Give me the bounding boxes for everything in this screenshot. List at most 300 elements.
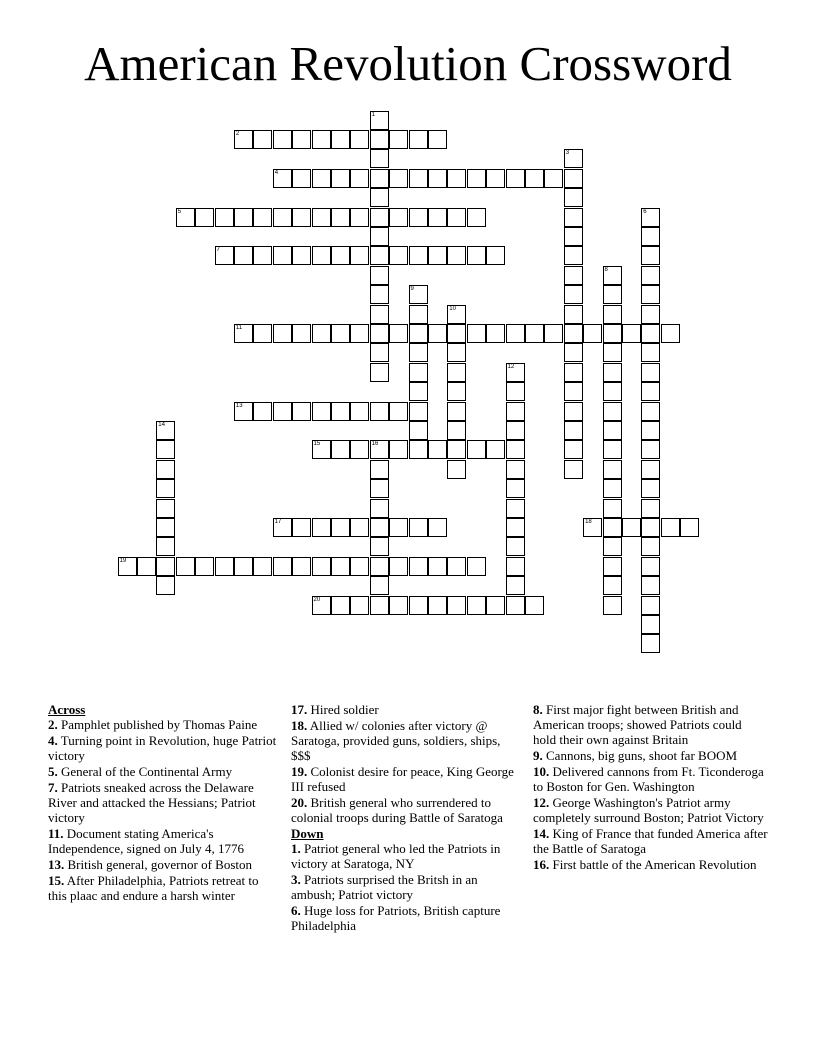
grid-cell[interactable]	[331, 518, 350, 537]
grid-cell[interactable]	[370, 305, 389, 324]
grid-cell[interactable]	[409, 324, 428, 343]
grid-cell[interactable]	[447, 402, 466, 421]
clue-item	[48, 826, 278, 856]
grid-cell[interactable]	[641, 576, 660, 595]
grid-cell[interactable]	[370, 266, 389, 285]
grid-cell[interactable]	[506, 402, 525, 421]
grid-cell[interactable]	[409, 382, 428, 401]
grid-cell[interactable]	[350, 208, 369, 227]
grid-cell[interactable]	[350, 518, 369, 537]
grid-cell[interactable]	[370, 557, 389, 576]
grid-cell[interactable]	[603, 305, 622, 324]
clue-number: 18	[585, 518, 592, 525]
grid-cell[interactable]	[350, 324, 369, 343]
grid-cell[interactable]	[331, 246, 350, 265]
grid-cell[interactable]	[292, 518, 311, 537]
grid-cell[interactable]	[409, 440, 428, 459]
grid-cell[interactable]	[389, 440, 408, 459]
grid-cell[interactable]	[661, 518, 680, 537]
grid-cell[interactable]	[370, 576, 389, 595]
grid-cell[interactable]	[409, 402, 428, 421]
grid-cell[interactable]	[506, 169, 525, 188]
grid-cell[interactable]	[331, 169, 350, 188]
grid-cell[interactable]	[370, 537, 389, 556]
clue-text: George Washington's Patriot army completely surround Boston; Patriot Victory	[533, 795, 764, 825]
clues-column-3	[533, 702, 768, 873]
grid-cell[interactable]	[253, 246, 272, 265]
clue-number: 6	[643, 208, 647, 215]
grid-cell[interactable]	[331, 557, 350, 576]
grid-cell[interactable]	[409, 596, 428, 615]
grid-cell[interactable]	[215, 557, 234, 576]
grid-cell[interactable]	[447, 169, 466, 188]
clue-item	[533, 857, 768, 872]
grid-cell[interactable]	[467, 440, 486, 459]
grid-cell[interactable]	[156, 518, 175, 537]
grid-cell[interactable]	[641, 208, 660, 227]
grid-cell[interactable]	[641, 363, 660, 382]
grid-cell[interactable]	[583, 324, 602, 343]
grid-cell[interactable]	[350, 402, 369, 421]
clue-text: Cannons, big guns, shoot far BOOM	[542, 748, 738, 763]
grid-cell[interactable]	[603, 266, 622, 285]
grid-cell[interactable]	[273, 518, 292, 537]
grid-cell[interactable]	[370, 208, 389, 227]
grid-cell[interactable]	[409, 169, 428, 188]
grid-cell[interactable]	[564, 305, 583, 324]
grid-cell[interactable]	[273, 557, 292, 576]
grid-cell[interactable]	[641, 382, 660, 401]
grid-cell[interactable]	[312, 246, 331, 265]
clue-number: 7	[216, 247, 220, 254]
grid-cell[interactable]	[389, 518, 408, 537]
clue-number: 1	[371, 111, 376, 118]
grid-cell[interactable]	[292, 402, 311, 421]
grid-cell[interactable]	[641, 227, 660, 246]
clue-number: 2	[235, 130, 240, 137]
clue-number-label: 6.	[291, 903, 301, 918]
clue-item	[48, 873, 278, 903]
grid-cell[interactable]	[506, 557, 525, 576]
grid-cell[interactable]	[428, 440, 447, 459]
clue-text: Patriots surprised the Britsh in an ambush; Patriot victory	[291, 872, 478, 902]
clue-number-label: 18.	[291, 718, 308, 733]
grid-cell[interactable]	[409, 305, 428, 324]
clue-number: 9	[410, 286, 414, 293]
grid-cell[interactable]	[603, 324, 622, 343]
grid-cell[interactable]	[544, 169, 563, 188]
grid-cell[interactable]	[215, 246, 234, 265]
clue-number: 17	[274, 518, 282, 525]
grid-cell[interactable]	[428, 208, 447, 227]
grid-cell[interactable]	[603, 557, 622, 576]
grid-cell[interactable]	[525, 324, 544, 343]
clue-text: General of the Continental Army	[57, 764, 233, 779]
grid-cell[interactable]	[506, 518, 525, 537]
grid-cell[interactable]	[156, 460, 175, 479]
clue-text: Hired soldier	[307, 702, 379, 717]
grid-cell[interactable]	[331, 596, 350, 615]
grid-cell[interactable]	[486, 324, 505, 343]
grid-cell[interactable]	[331, 440, 350, 459]
grid-cell[interactable]	[409, 421, 428, 440]
grid-cell[interactable]	[331, 402, 350, 421]
grid-cell[interactable]	[467, 208, 486, 227]
grid-cell[interactable]	[215, 208, 234, 227]
grid-cell[interactable]	[680, 518, 699, 537]
grid-cell[interactable]	[234, 246, 253, 265]
grid-cell[interactable]	[641, 537, 660, 556]
clue-number-label: 20.	[291, 795, 308, 810]
grid-cell[interactable]	[486, 169, 505, 188]
grid-cell[interactable]	[641, 479, 660, 498]
grid-cell[interactable]	[564, 285, 583, 304]
clue-text: Document stating America's Independence, signed on July 4, 1776	[48, 826, 245, 856]
grid-cell[interactable]	[525, 596, 544, 615]
grid-cell[interactable]	[389, 169, 408, 188]
grid-cell[interactable]	[447, 324, 466, 343]
clue-number-label: 14.	[533, 826, 550, 841]
grid-cell[interactable]	[641, 246, 660, 265]
grid-cell[interactable]	[506, 499, 525, 518]
clue-number-label: 19.	[291, 764, 308, 779]
grid-cell[interactable]	[292, 169, 311, 188]
across-heading: Across	[48, 702, 86, 717]
grid-cell[interactable]	[564, 188, 583, 207]
grid-cell[interactable]	[506, 324, 525, 343]
clue-number-label: 12.	[533, 795, 550, 810]
grid-cell[interactable]	[486, 246, 505, 265]
grid-cell[interactable]	[447, 363, 466, 382]
clue-item	[291, 718, 521, 763]
grid-cell[interactable]	[564, 382, 583, 401]
grid-cell[interactable]	[603, 499, 622, 518]
clue-item	[533, 764, 768, 794]
grid-cell[interactable]	[447, 208, 466, 227]
grid-cell[interactable]	[409, 208, 428, 227]
grid-cell[interactable]	[641, 440, 660, 459]
grid-cell[interactable]	[234, 130, 253, 149]
grid-cell[interactable]	[467, 246, 486, 265]
grid-cell[interactable]	[350, 130, 369, 149]
grid-cell[interactable]	[641, 596, 660, 615]
grid-cell[interactable]	[564, 149, 583, 168]
grid-cell[interactable]	[409, 130, 428, 149]
grid-cell[interactable]	[370, 227, 389, 246]
grid-cell[interactable]	[370, 111, 389, 130]
grid-cell[interactable]	[253, 130, 272, 149]
grid-cell[interactable]	[564, 246, 583, 265]
grid-cell[interactable]	[467, 169, 486, 188]
grid-cell[interactable]	[370, 460, 389, 479]
grid-cell[interactable]	[564, 421, 583, 440]
grid-cell[interactable]	[389, 130, 408, 149]
grid-cell[interactable]	[641, 266, 660, 285]
grid-cell[interactable]	[641, 324, 660, 343]
grid-cell[interactable]	[350, 169, 369, 188]
grid-cell[interactable]	[467, 596, 486, 615]
clue-item	[48, 857, 278, 872]
page-title: American Revolution Crossword	[84, 36, 732, 91]
grid-cell[interactable]	[603, 479, 622, 498]
grid-cell[interactable]	[234, 402, 253, 421]
grid-cell[interactable]	[506, 576, 525, 595]
grid-cell[interactable]	[641, 518, 660, 537]
clue-item	[291, 841, 521, 871]
grid-cell[interactable]	[389, 557, 408, 576]
grid-cell[interactable]	[389, 402, 408, 421]
grid-cell[interactable]	[409, 343, 428, 362]
grid-cell[interactable]	[428, 130, 447, 149]
clue-number-label: 5.	[48, 764, 58, 779]
grid-cell[interactable]	[409, 246, 428, 265]
grid-cell[interactable]	[370, 499, 389, 518]
grid-cell[interactable]	[156, 537, 175, 556]
grid-cell[interactable]	[370, 343, 389, 362]
grid-cell[interactable]	[370, 324, 389, 343]
grid-cell[interactable]	[137, 557, 156, 576]
grid-cell[interactable]	[506, 479, 525, 498]
grid-cell[interactable]	[350, 246, 369, 265]
grid-cell[interactable]	[253, 557, 272, 576]
grid-cell[interactable]	[409, 557, 428, 576]
clue-item	[533, 702, 768, 747]
grid-cell[interactable]	[370, 246, 389, 265]
grid-cell[interactable]	[389, 324, 408, 343]
clue-number-label: 7.	[48, 780, 58, 795]
grid-cell[interactable]	[389, 596, 408, 615]
grid-cell[interactable]	[506, 460, 525, 479]
grid-cell[interactable]	[156, 499, 175, 518]
grid-cell[interactable]	[370, 130, 389, 149]
grid-cell[interactable]	[467, 324, 486, 343]
grid-cell[interactable]	[331, 130, 350, 149]
grid-cell[interactable]	[292, 208, 311, 227]
grid-cell[interactable]	[195, 208, 214, 227]
grid-cell[interactable]	[234, 557, 253, 576]
clue-number-label: 2.	[48, 717, 58, 732]
grid-cell[interactable]	[253, 208, 272, 227]
grid-cell[interactable]	[506, 440, 525, 459]
grid-cell[interactable]	[389, 246, 408, 265]
grid-cell[interactable]	[447, 343, 466, 362]
grid-cell[interactable]	[409, 285, 428, 304]
grid-cell[interactable]	[564, 227, 583, 246]
grid-cell[interactable]	[292, 246, 311, 265]
grid-cell[interactable]	[156, 479, 175, 498]
grid-cell[interactable]	[234, 208, 253, 227]
grid-cell[interactable]	[156, 421, 175, 440]
clue-text: Patriots sneaked across the Delaware River and attacked the Hessians; Patriot victory	[48, 780, 256, 825]
clue-text: King of France that funded America after the Battle of Saratoga	[533, 826, 768, 856]
grid-cell[interactable]	[428, 596, 447, 615]
grid-cell[interactable]	[292, 130, 311, 149]
grid-cell[interactable]	[603, 460, 622, 479]
grid-cell[interactable]	[273, 246, 292, 265]
grid-cell[interactable]	[156, 557, 175, 576]
grid-cell[interactable]	[273, 324, 292, 343]
grid-cell[interactable]	[234, 324, 253, 343]
grid-cell[interactable]	[447, 421, 466, 440]
clue-number-label: 9.	[533, 748, 543, 763]
clue-number: 19	[119, 557, 127, 564]
grid-cell[interactable]	[603, 363, 622, 382]
clue-item	[533, 795, 768, 825]
grid-cell[interactable]	[370, 188, 389, 207]
grid-cell[interactable]	[544, 324, 563, 343]
grid-cell[interactable]	[564, 402, 583, 421]
grid-cell[interactable]	[641, 343, 660, 362]
grid-cell[interactable]	[312, 518, 331, 537]
grid-cell[interactable]	[641, 615, 660, 634]
grid-cell[interactable]	[447, 557, 466, 576]
grid-cell[interactable]	[603, 382, 622, 401]
grid-cell[interactable]	[486, 596, 505, 615]
grid-cell[interactable]	[603, 285, 622, 304]
grid-cell[interactable]	[195, 557, 214, 576]
grid-cell[interactable]	[525, 169, 544, 188]
grid-cell[interactable]	[641, 460, 660, 479]
grid-cell[interactable]	[370, 402, 389, 421]
grid-cell[interactable]	[370, 479, 389, 498]
grid-cell[interactable]	[447, 460, 466, 479]
grid-cell[interactable]	[176, 557, 195, 576]
grid-cell[interactable]	[312, 440, 331, 459]
grid-cell[interactable]	[661, 324, 680, 343]
grid-cell[interactable]	[370, 363, 389, 382]
grid-cell[interactable]	[312, 324, 331, 343]
grid-cell[interactable]	[641, 634, 660, 653]
grid-cell[interactable]	[506, 537, 525, 556]
grid-cell[interactable]	[564, 324, 583, 343]
grid-cell[interactable]	[564, 169, 583, 188]
clue-item	[291, 872, 521, 902]
grid-cell[interactable]	[292, 324, 311, 343]
grid-cell[interactable]	[370, 596, 389, 615]
grid-cell[interactable]	[409, 518, 428, 537]
grid-cell[interactable]	[370, 169, 389, 188]
grid-cell[interactable]	[176, 208, 195, 227]
grid-cell[interactable]	[312, 596, 331, 615]
grid-cell[interactable]	[603, 596, 622, 615]
grid-cell[interactable]	[622, 324, 641, 343]
grid-cell[interactable]	[370, 518, 389, 537]
grid-cell[interactable]	[350, 440, 369, 459]
clue-text: British general who surrendered to colonial troops during Battle of Saratoga	[291, 795, 503, 825]
grid-cell[interactable]	[331, 324, 350, 343]
grid-cell[interactable]	[428, 557, 447, 576]
grid-cell[interactable]	[641, 499, 660, 518]
grid-cell[interactable]	[428, 518, 447, 537]
grid-cell[interactable]	[118, 557, 137, 576]
grid-cell[interactable]	[350, 557, 369, 576]
grid-cell[interactable]	[564, 440, 583, 459]
clue-item	[533, 826, 768, 856]
grid-cell[interactable]	[641, 557, 660, 576]
grid-cell[interactable]	[312, 402, 331, 421]
grid-cell[interactable]	[253, 324, 272, 343]
clue-item	[291, 764, 521, 794]
grid-cell[interactable]	[506, 382, 525, 401]
down-heading: Down	[291, 826, 324, 841]
clue-text: Colonist desire for peace, King George III refused	[291, 764, 514, 794]
grid-cell[interactable]	[312, 208, 331, 227]
grid-cell[interactable]	[156, 576, 175, 595]
grid-cell[interactable]	[447, 596, 466, 615]
grid-cell[interactable]	[350, 596, 369, 615]
grid-cell[interactable]	[447, 382, 466, 401]
grid-cell[interactable]	[273, 169, 292, 188]
grid-cell[interactable]	[312, 557, 331, 576]
grid-cell[interactable]	[564, 208, 583, 227]
grid-cell[interactable]	[409, 363, 428, 382]
clue-text: After Philadelphia, Patriots retreat to this plaac and endure a harsh winter	[48, 873, 259, 903]
grid-cell[interactable]	[603, 421, 622, 440]
grid-cell[interactable]	[506, 363, 525, 382]
grid-cell[interactable]	[641, 285, 660, 304]
grid-cell[interactable]	[564, 460, 583, 479]
grid-cell[interactable]	[389, 208, 408, 227]
grid-cell[interactable]	[447, 440, 466, 459]
grid-cell[interactable]	[312, 169, 331, 188]
grid-cell[interactable]	[156, 440, 175, 459]
grid-cell[interactable]	[428, 169, 447, 188]
grid-cell[interactable]	[641, 421, 660, 440]
grid-cell[interactable]	[273, 402, 292, 421]
grid-cell[interactable]	[486, 440, 505, 459]
clue-number-label: 8.	[533, 702, 543, 717]
clue-number: 11	[235, 324, 243, 331]
grid-cell[interactable]	[253, 402, 272, 421]
grid-cell[interactable]	[447, 305, 466, 324]
grid-cell[interactable]	[273, 130, 292, 149]
grid-cell[interactable]	[370, 440, 389, 459]
grid-cell[interactable]	[564, 363, 583, 382]
grid-cell[interactable]	[447, 246, 466, 265]
grid-cell[interactable]	[603, 537, 622, 556]
grid-cell[interactable]	[622, 518, 641, 537]
grid-cell[interactable]	[564, 266, 583, 285]
clue-text: Turning point in Revolution, huge Patriot victory	[48, 733, 277, 763]
grid-cell[interactable]	[564, 343, 583, 362]
grid-cell[interactable]	[641, 305, 660, 324]
grid-cell[interactable]	[331, 208, 350, 227]
clue-number: 5	[177, 208, 182, 215]
clue-number: 12	[507, 363, 515, 370]
grid-cell[interactable]	[641, 402, 660, 421]
grid-cell[interactable]	[370, 285, 389, 304]
grid-cell[interactable]	[603, 576, 622, 595]
grid-cell[interactable]	[467, 557, 486, 576]
grid-cell[interactable]	[603, 402, 622, 421]
clue-text: First battle of the American Revolution	[549, 857, 757, 872]
grid-cell[interactable]	[603, 518, 622, 537]
grid-cell[interactable]	[506, 421, 525, 440]
grid-cell[interactable]	[292, 557, 311, 576]
clue-number: 20	[313, 596, 321, 603]
grid-cell[interactable]	[312, 130, 331, 149]
grid-cell[interactable]	[583, 518, 602, 537]
grid-cell[interactable]	[603, 440, 622, 459]
grid-cell[interactable]	[428, 246, 447, 265]
grid-cell[interactable]	[603, 343, 622, 362]
grid-cell[interactable]	[506, 596, 525, 615]
grid-cell[interactable]	[273, 208, 292, 227]
clue-number-label: 17.	[291, 702, 308, 717]
clue-number: 16	[371, 441, 379, 448]
grid-cell[interactable]	[370, 149, 389, 168]
grid-cell[interactable]	[428, 324, 447, 343]
